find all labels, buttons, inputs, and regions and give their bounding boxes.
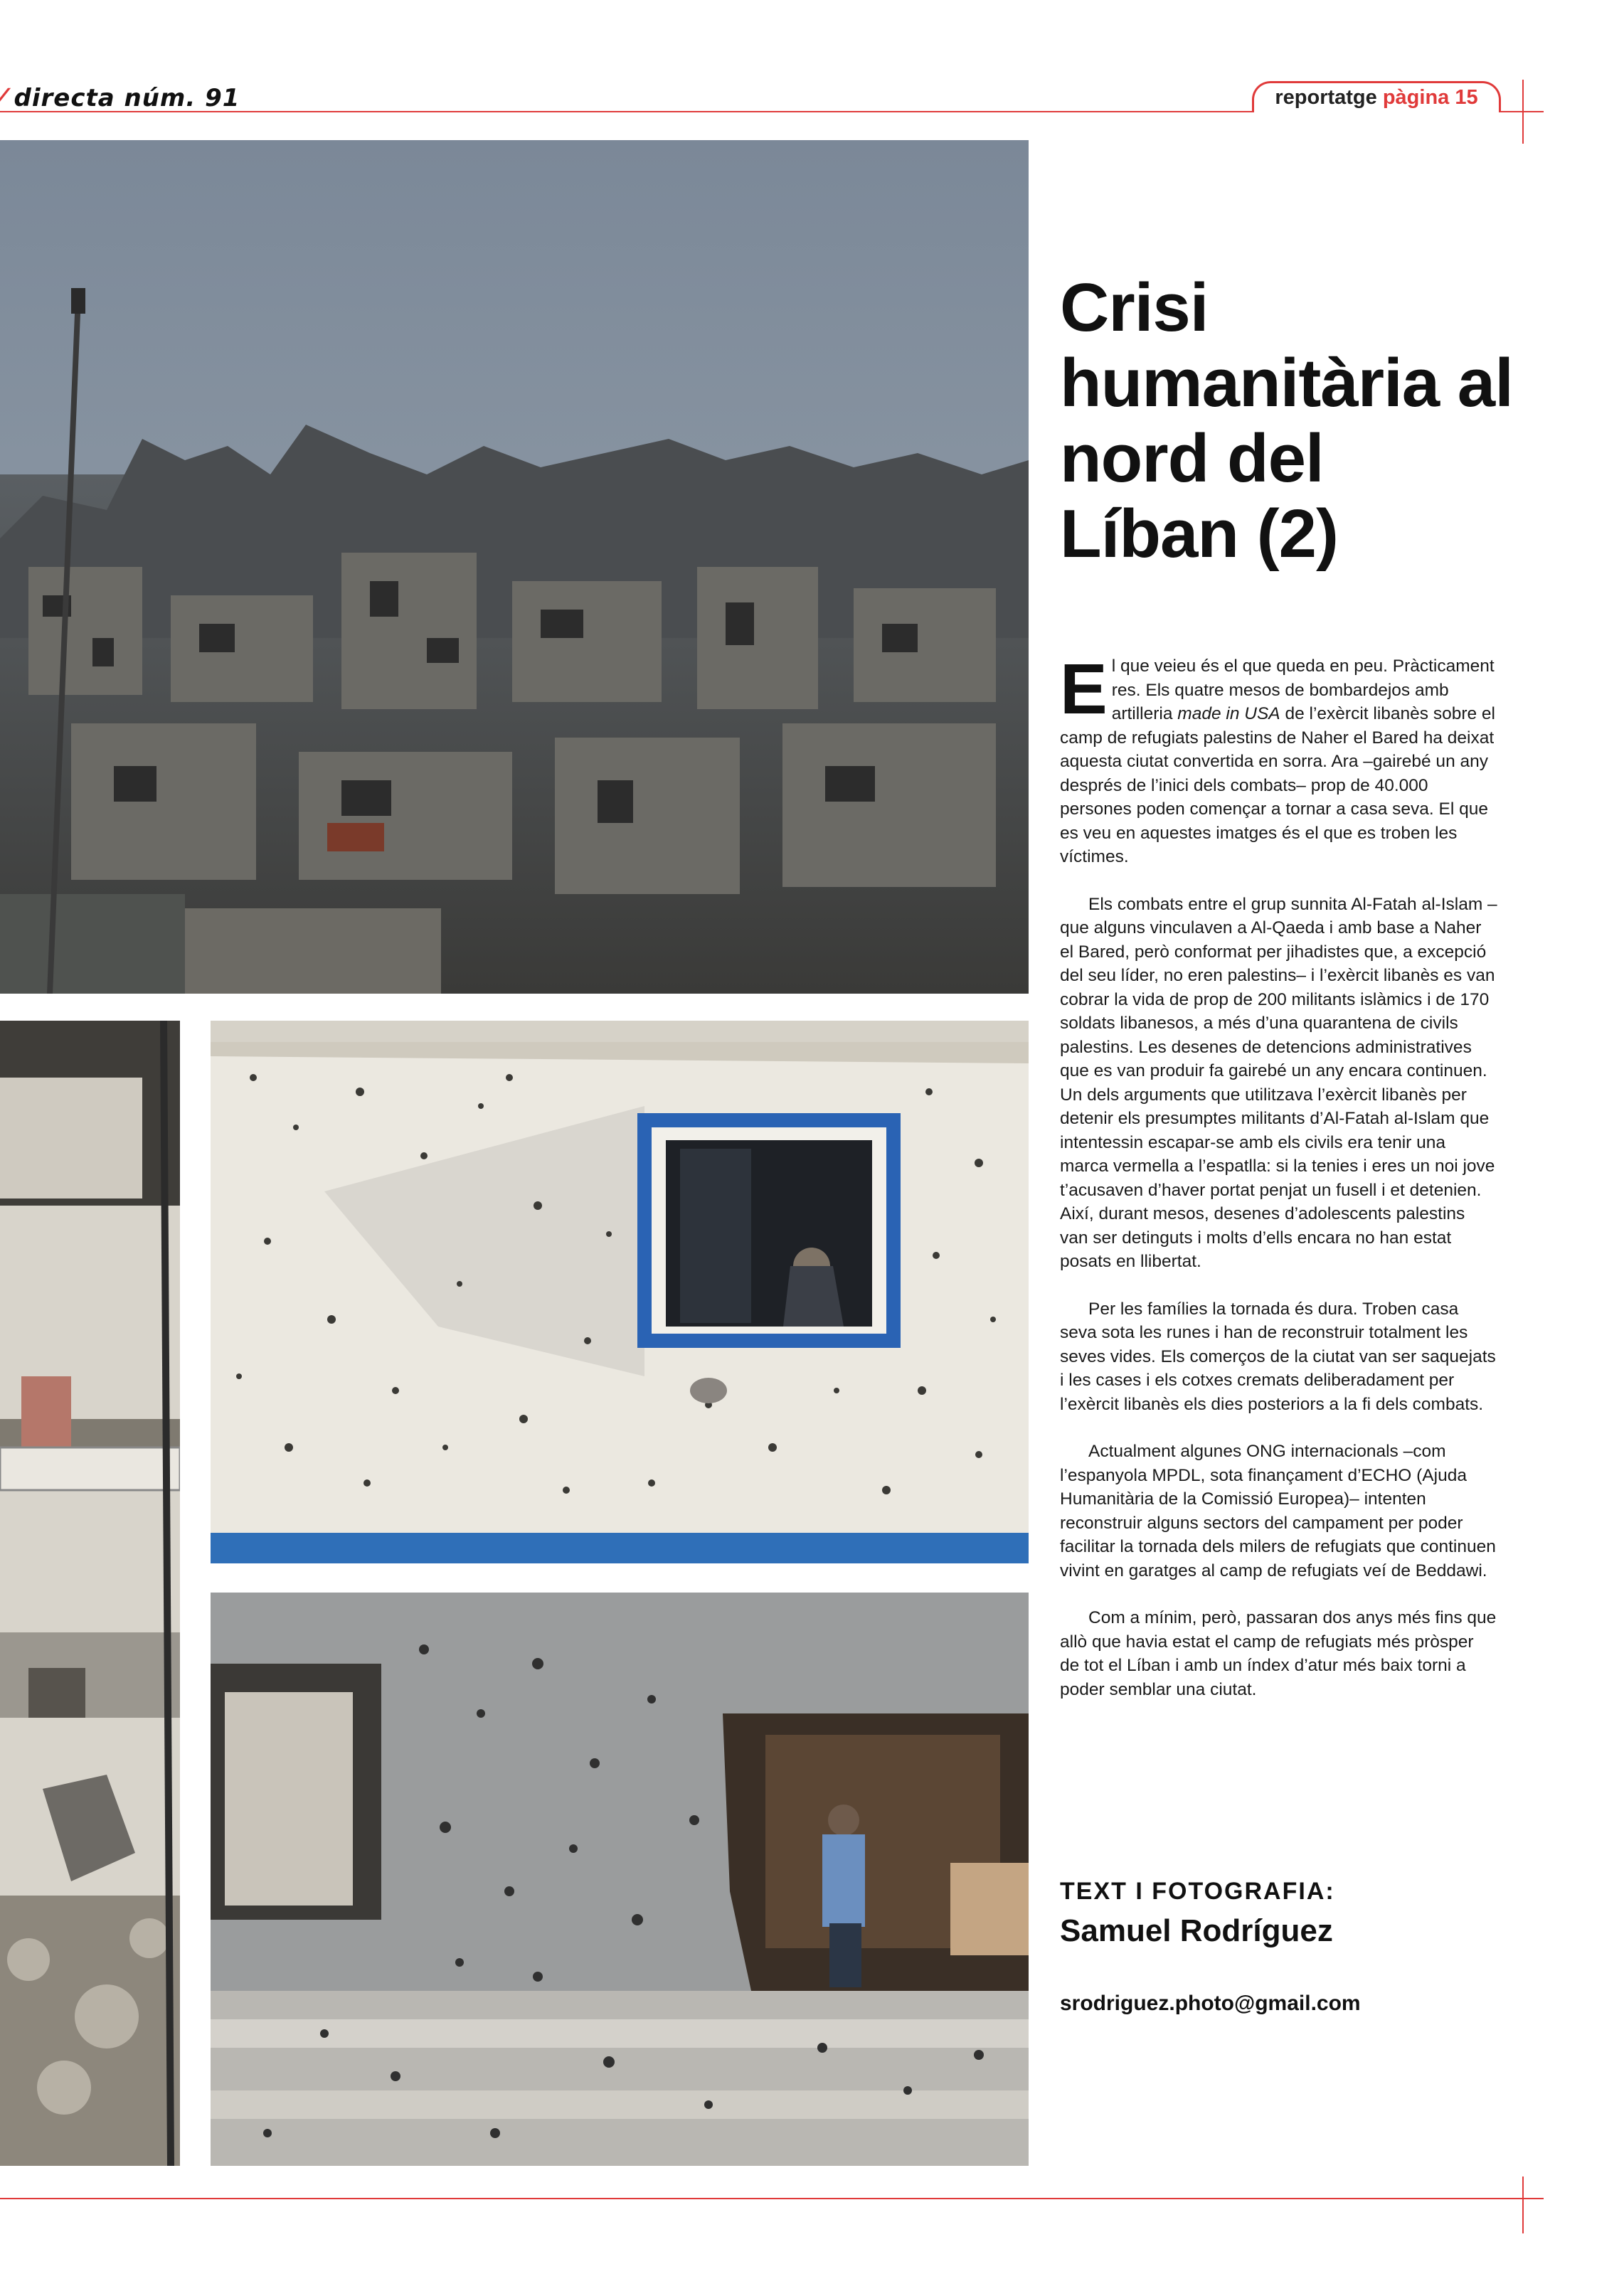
paragraph-2: Els combats entre el grup sunnita Al-Fatah al-Islam –que alguns vinculaven a Al-Qaeda i amb base a Naher el Bared, però conformat per jihadistes que, a excepció del seu líder, no eren palestins– i l’exèrcit libanès es van cobrar la vida de prop de 200 militants islàmics i de 170 soldats libanesos, a més d’una quarantena de civils palestins. Les desenes de detencions administratives que es van produir fa gairebé un any encara continuen. Un dels arguments que utilitzava l’exèrcit libanès per detenir els presumptes militants d’Al-Fatah al-Islam que intentessin escapar-se amb els civils era tenir una marca vermella a l’espatlla: si la tenies i eres un noi jove t’acusaven d’haver portat penjat un fusell i et detenien. Així, durant mesos, desenes d’adolescents palestins van ser detinguts i molts d’ells encara no han estat posats en llibertat. [1060, 894, 1497, 1271]
article-body [1060, 649, 1497, 1725]
right-margin-rule [1522, 80, 1524, 144]
author-name: Samuel Rodríguez [1060, 1913, 1333, 1948]
issue-label: ⁄ directa núm. 91 [0, 84, 240, 112]
credit-label: TEXT I FOTOGRAFIA: [1060, 1878, 1335, 1905]
section-tab: reportatge pàgina 15 [1252, 81, 1501, 112]
photo-destroyed-camp-panorama [0, 140, 1029, 994]
paragraph-4: Actualment algunes ONG internacionals –com l’espanyola MPDL, sota finançament d’ECHO (Ajuda Humanitària de la Comissió Europea)– intenten reconstruir alguns sectors del campament per poder facilitar la tornada dels milers de refugiats que continuen vivint en garatges al camp de refugiats veí de Beddawi. [1060, 1442, 1496, 1580]
author-email: srodriguez.photo@gmail.com [1060, 1992, 1361, 2015]
paragraph-1: El que veieu és el que queda en peu. Pràcticament res. Els quatre mesos de bombardejos amb artilleria made in USA de l’exèrcit libanès sobre el camp de refugiats palestins de Naher el Bared ha deixat aquesta ciutat convertida en sorra. Ara –gairebé un any després de l’inici dels combats– prop de 40.000 persones poden començar a tornar a casa seva. El que es veu en aquestes imatges és el que es troben les víctimes. [1060, 649, 1495, 866]
photo-window-wall [211, 1021, 1029, 1563]
paragraph-5: Com a mínim, però, passaran dos anys més fins que allò que havia estat el camp de refugiats més pròsper de tot el Líban i amb un índex d’atur més baix torni a poder semblar una ciutat. [1060, 1608, 1497, 1699]
photo-collapsed-building [0, 1021, 180, 2166]
drop-cap: E [1060, 649, 1108, 729]
article-title: Crisi humanitària al nord del Líban (2) [1060, 270, 1513, 572]
paragraph-3: Per les famílies la tornada és dura. Troben casa seva sota les runes i han de reconstruir totalment les seves vides. Els comerços de la ciutat van ser saquejats i les cases i els cotxes cremats deliberadament per l’exèrcit libanès els dies posteriors a la fi dels combats. [1060, 1299, 1496, 1414]
footer-rule [0, 2198, 1544, 2199]
footer-margin-rule [1522, 2177, 1524, 2233]
photo-shelled-facade [211, 1593, 1029, 2166]
